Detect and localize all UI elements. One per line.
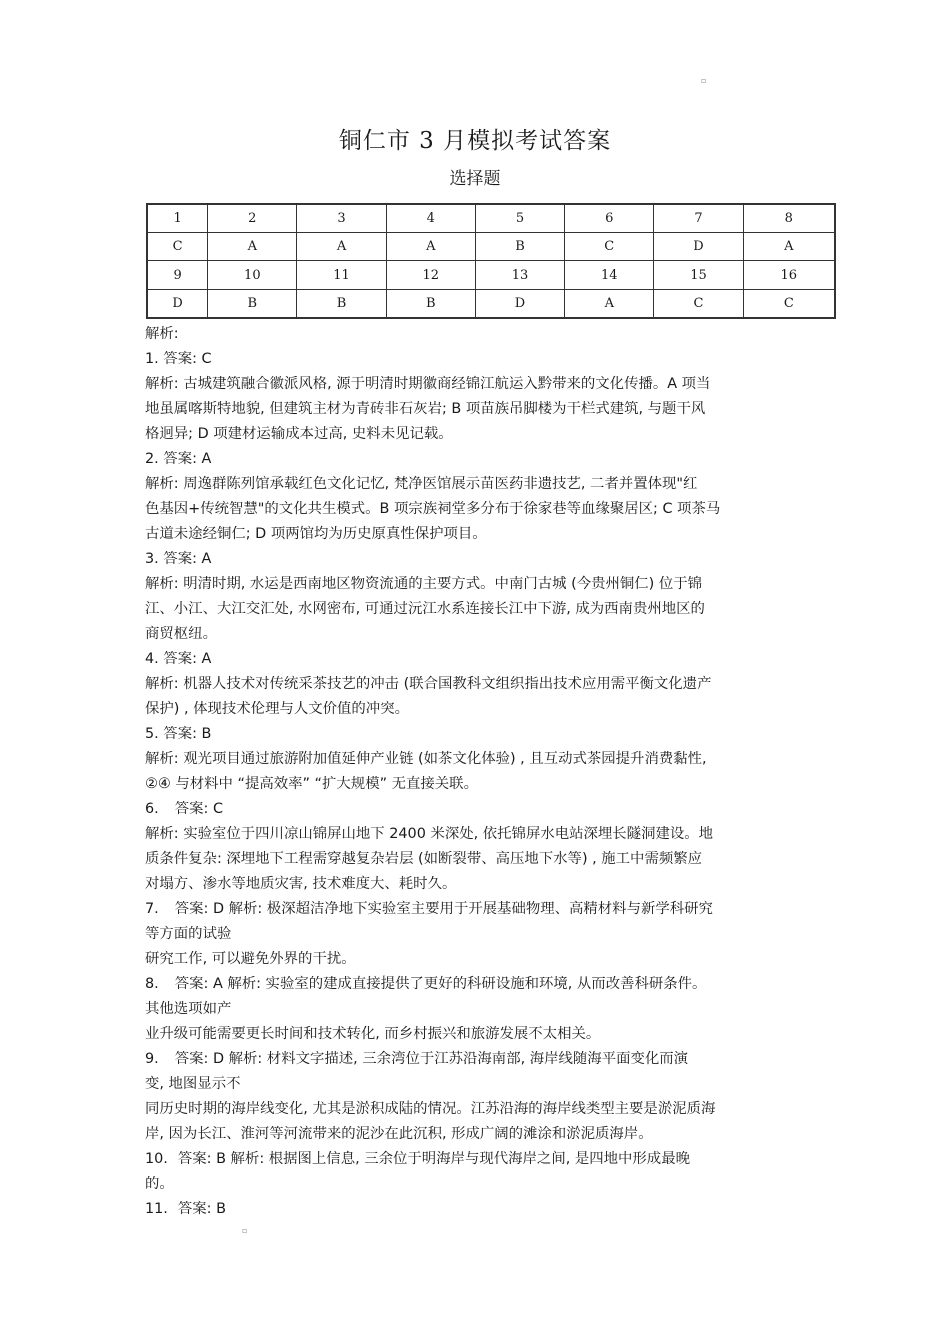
q6-answer (145, 797, 817, 822)
q2-line: 色基因+传统智慧"的文化共生模式。B 项宗族祠堂多分布于徐家巷等血缘聚居区; C 项茶马 (145, 501, 721, 517)
q5-answer: 5. 答案: B (145, 726, 212, 742)
answer-cell: A (208, 233, 297, 261)
q9-first-text: 答案: D 解析: 材料文字描述, 三余湾位于江苏沿海南部, 海岸线随海平面变化而演 (174, 1051, 689, 1067)
q11-answer-text: 答案: B (177, 1201, 226, 1217)
q6-line: 质条件复杂: 深埋地下工程需穿越复杂岩层 (如断裂带、高压地下水等) , 施工中需频繁应 (145, 851, 703, 867)
question-number-cell: 9 (147, 261, 208, 289)
q7-first-text: 答案: D 解析: 极深超洁净地下实验室主要用于开展基础物理、高精材料与新学科研究 (174, 901, 713, 917)
answer-cell: D (147, 289, 208, 318)
q8-first-line (145, 972, 817, 997)
q10-first-line (145, 1147, 817, 1172)
q9-line: 同历史时期的海岸线变化, 尤其是淤积成陆的情况。江苏沿海的海岸线类型主要是淤泥质海 (145, 1101, 716, 1117)
q9-number: 9. (145, 1051, 159, 1067)
q9-first-line (145, 1047, 817, 1072)
q10-line: 的。 (145, 1176, 174, 1192)
q5-line: 解析: 观光项目通过旅游附加值延伸产业链 (如茶文化体验) , 且互动式茶园提升消费黏性, (145, 751, 707, 767)
q8-number: 8. (145, 976, 159, 992)
question-number-cell: 4 (386, 204, 475, 233)
answer-cell: D (475, 289, 564, 318)
q9-line: 岸, 因为长江、淮河等河流带来的泥沙在此沉积, 形成广阔的滩涂和淤泥质海岸。 (145, 1126, 653, 1142)
q11-answer (145, 1197, 817, 1222)
section-subtitle: 选择题 (449, 169, 501, 189)
q8-line: 业升级可能需要更长时间和技术转化, 而乡村振兴和旅游发展不太相关。 (145, 1026, 601, 1042)
answer-cell: B (297, 289, 386, 318)
q7-number: 7. (145, 901, 159, 917)
q6-line: 对塌方、渗水等地质灾害, 技术难度大、耗时久。 (145, 876, 457, 892)
q3-line: 商贸枢纽。 (145, 626, 217, 642)
q4-answer: 4. 答案: A (145, 651, 212, 667)
question-number-cell: 7 (654, 204, 743, 233)
q7-line: 研究工作, 可以避免外界的干扰。 (145, 951, 356, 967)
question-number-cell: 6 (565, 204, 654, 233)
q3-line: 江、小江、大江交汇处, 水网密布, 可通过沅江水系连接长江中下游, 成为西南贵州地区的 (145, 601, 705, 617)
q2-line: 解析: 周逸群陈列馆承载红色文化记忆, 梵净医馆展示苗医药非遗技艺, 二者并置体现"红 (145, 476, 698, 492)
question-number-cell: 5 (475, 204, 564, 233)
answer-cell: A (565, 289, 654, 318)
question-number-cell: 11 (297, 261, 386, 289)
q10-number: 10. (145, 1151, 168, 1167)
q1-answer: 1. 答案: C (145, 351, 212, 367)
q1-line: 格迥异; D 项建材运输成本过高, 史料未见记载。 (145, 426, 453, 442)
question-number-cell: 15 (654, 261, 743, 289)
answer-cell: C (743, 289, 835, 318)
q8-line: 其他选项如产 (145, 1001, 232, 1017)
question-number-cell: 10 (208, 261, 297, 289)
answer-cell: A (743, 233, 835, 261)
answer-cell: B (475, 233, 564, 261)
q6-line: 解析: 实验室位于四川凉山锦屏山地下 2400 米深处, 依托锦屏水电站深埋长隧洞建设。地 (145, 826, 714, 842)
answer-table (146, 203, 836, 319)
answer-cell: C (147, 233, 208, 261)
answer-row (147, 233, 835, 261)
answer-cell: A (386, 233, 475, 261)
q7-first-line (145, 897, 817, 922)
page-title: 铜仁市 3 月模拟考试答案 (338, 128, 612, 154)
q2-answer: 2. 答案: A (145, 451, 212, 467)
question-number-cell: 16 (743, 261, 835, 289)
q1-line: 解析: 古城建筑融合徽派风格, 源于明清时期徽商经锦江航运入黔带来的文化传播。A 项当 (145, 376, 711, 392)
answer-cell: C (565, 233, 654, 261)
q3-line: 解析: 明清时期, 水运是西南地区物资流通的主要方式。中南门古城 (今贵州铜仁) 位于锦 (145, 576, 703, 592)
answer-cell: D (654, 233, 743, 261)
q6-answer-text: 答案: C (174, 801, 223, 817)
explanation-content (145, 322, 817, 1222)
answer-cell: B (386, 289, 475, 318)
q6-number: 6. (145, 801, 159, 817)
question-number-cell: 14 (565, 261, 654, 289)
question-number-row (147, 261, 835, 289)
q4-line: 保护) , 体现技术伦理与人文价值的冲突。 (145, 701, 409, 717)
corner-mark-top: ▫ (701, 76, 707, 85)
answer-cell: A (297, 233, 386, 261)
question-number-cell: 2 (208, 204, 297, 233)
question-number-cell: 13 (475, 261, 564, 289)
answer-row (147, 289, 835, 318)
answer-cell: C (654, 289, 743, 318)
q10-first-text: 答案: B 解析: 根据图上信息, 三余位于明海岸与现代海岸之间, 是四地中形成最晚 (177, 1151, 690, 1167)
q5-line: ②④ 与材料中 “提高效率” “扩大规模” 无直接关联。 (145, 776, 478, 792)
corner-mark-bottom: ▫ (242, 1226, 248, 1235)
q7-line: 等方面的试验 (145, 926, 232, 942)
q11-number: 11. (145, 1201, 168, 1217)
question-number-cell: 1 (147, 204, 208, 233)
answer-cell: B (208, 289, 297, 318)
question-number-cell: 8 (743, 204, 835, 233)
explanation-heading: 解析: (145, 326, 179, 342)
q4-line: 解析: 机器人技术对传统采茶技艺的冲击 (联合国教科文组织指出技术应用需平衡文化遗产 (145, 676, 712, 692)
q9-line: 变, 地图显示不 (145, 1076, 241, 1092)
q1-line: 地虽属喀斯特地貌, 但建筑主材为青砖非石灰岩; B 项苗族吊脚楼为干栏式建筑, 与题干风 (145, 401, 706, 417)
q2-line: 古道未途经铜仁; D 项两馆均为历史原真性保护项目。 (145, 526, 487, 542)
q8-first-text: 答案: A 解析: 实验室的建成直接提供了更好的科研设施和环境, 从而改善科研条件。 (174, 976, 707, 992)
question-number-cell: 3 (297, 204, 386, 233)
question-number-cell: 12 (386, 261, 475, 289)
question-number-row (147, 204, 835, 233)
q3-answer: 3. 答案: A (145, 551, 212, 567)
